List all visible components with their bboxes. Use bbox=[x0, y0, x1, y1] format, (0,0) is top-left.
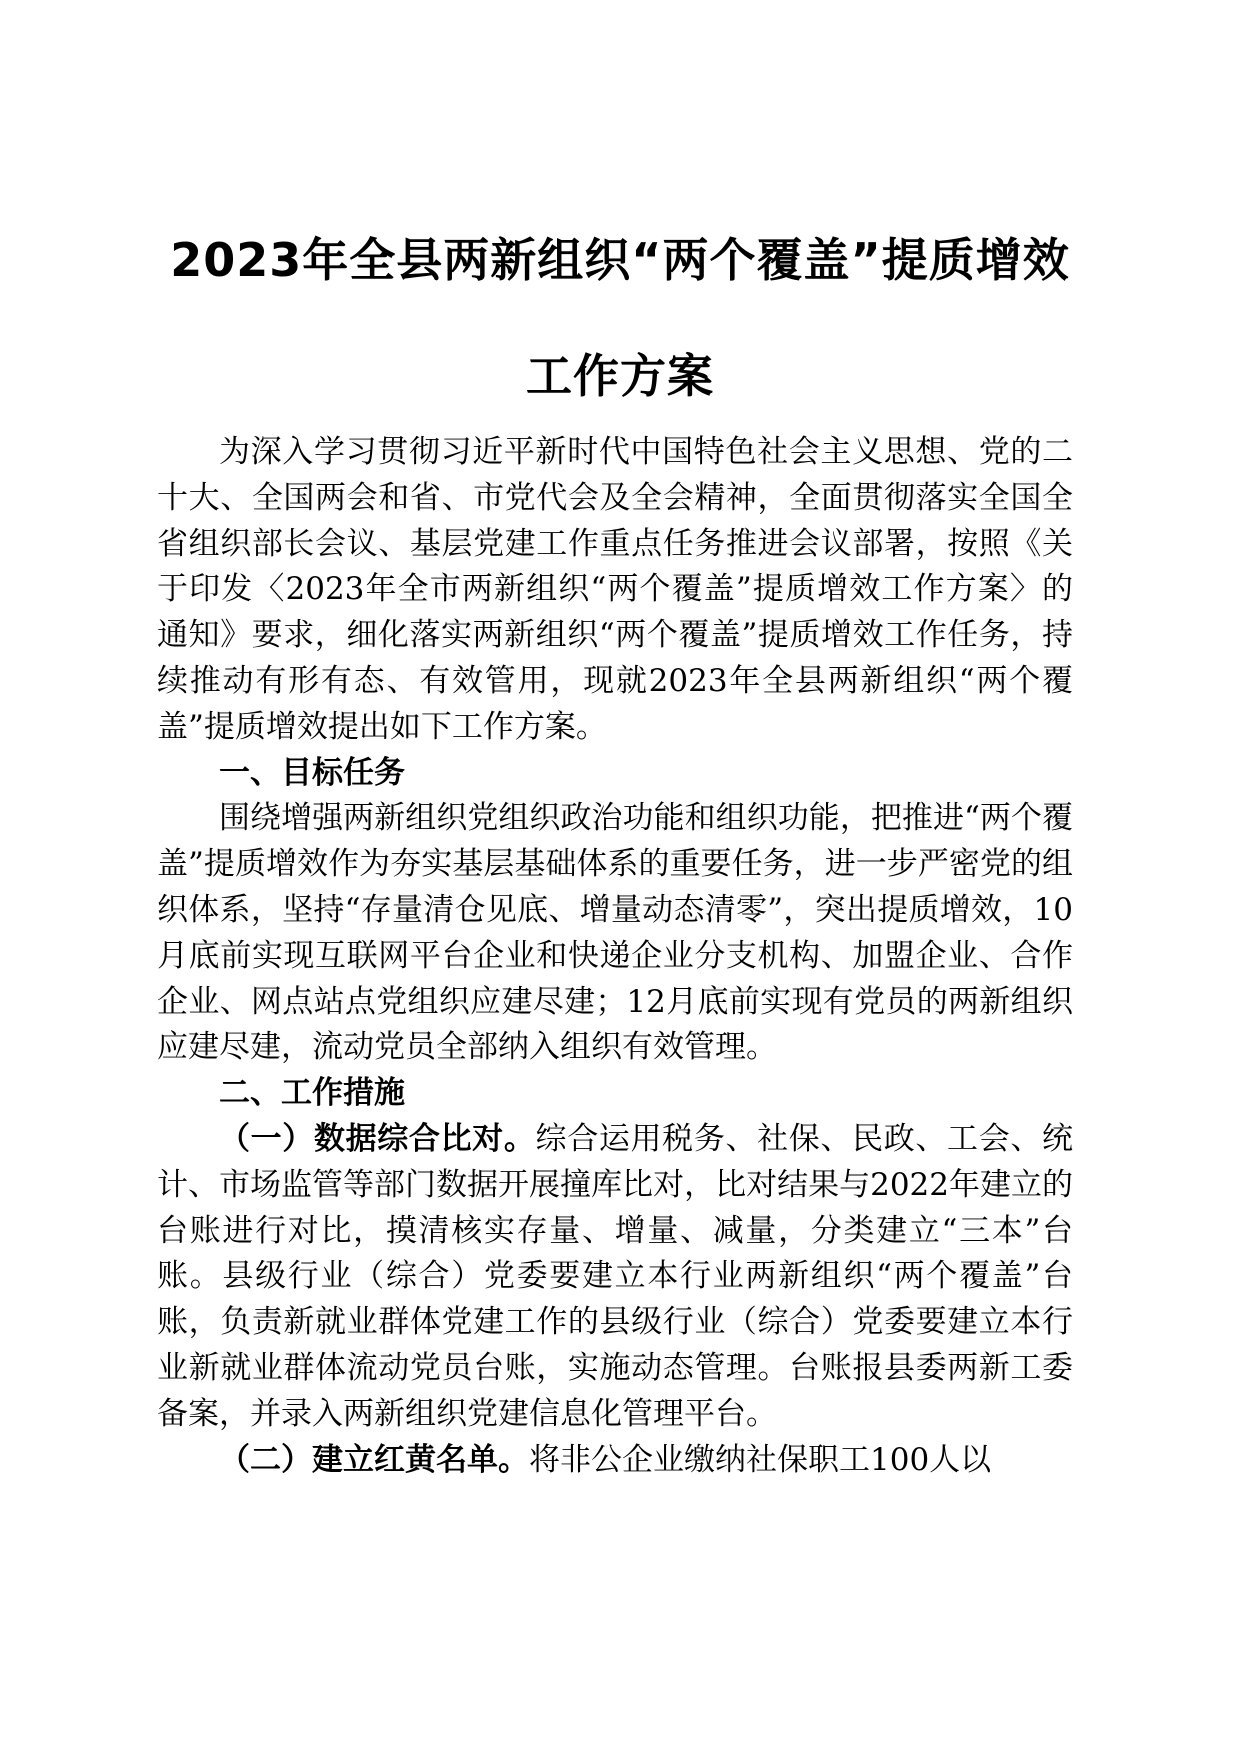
section-heading-measures: 二、工作措施 bbox=[219, 1075, 405, 1112]
document-title-line-1: 2023年全县两新组织“两个覆盖”提质增效 bbox=[170, 233, 1070, 287]
measure-2-title: （二）建立红黄名单。 bbox=[219, 1441, 529, 1478]
goals-paragraph: 围绕增强两新组织党组织政治功能和组织功能，把推进“两个覆盖”提质增效作为夯实基层基础体系的重要任务，进一步严密党的组织体系，坚持“存量清仓见底、增量动态清零”，突出提质增效，10月底前实现互联网平台企业和快递企业分支机构、加盟企业、合作企业、网点站点党组织应建尽建；12月底前实现有党员的两新组织应建尽建，流动党员全部纳入组织有效管理。 bbox=[157, 800, 1073, 1066]
document-title-line-2: 工作方案 bbox=[526, 349, 714, 403]
document-body bbox=[157, 430, 1073, 1483]
measure-2-text: 将非公企业缴纳社保职工100人以 bbox=[529, 1441, 992, 1478]
section-heading-goals: 一、目标任务 bbox=[219, 754, 405, 791]
measure-1-text: 综合运用税务、社保、民政、工会、统计、市场监管等部门数据开展撞库比对，比对结果与2022年建立的台账进行对比，摸清核实存量、增量、减量，分类建立“三本”台账。县级行业（综合）党委要建立本行业两新组织“两个覆盖”台账，负责新就业群体党建工作的县级行业（综合）党委要建立本行业新就业群体流动党员台账，实施动态管理。台账报县委两新工委备案，并录入两新组织党建信息化管理平台。 bbox=[157, 1120, 1074, 1432]
measure-paragraph-2 bbox=[157, 1438, 1073, 1484]
intro-paragraph: 为深入学习贯彻习近平新时代中国特色社会主义思想、党的二十大、全国两会和省、市党代会及全会精神，全面贯彻落实全国全省组织部长会议、基层党建工作重点任务推进会议部署，按照《关于印发〈2023年全市两新组织“两个覆盖”提质增效工作方案〉的通知》要求，细化落实两新组织“两个覆盖”提质增效工作任务，持续推动有形有态、有效管用，现就2023年全县两新组织“两个覆盖”提质增效提出如下工作方案。 bbox=[157, 434, 1073, 745]
measure-1-title: （一）数据综合比对。 bbox=[219, 1120, 536, 1157]
measure-paragraph-1 bbox=[157, 1117, 1073, 1438]
